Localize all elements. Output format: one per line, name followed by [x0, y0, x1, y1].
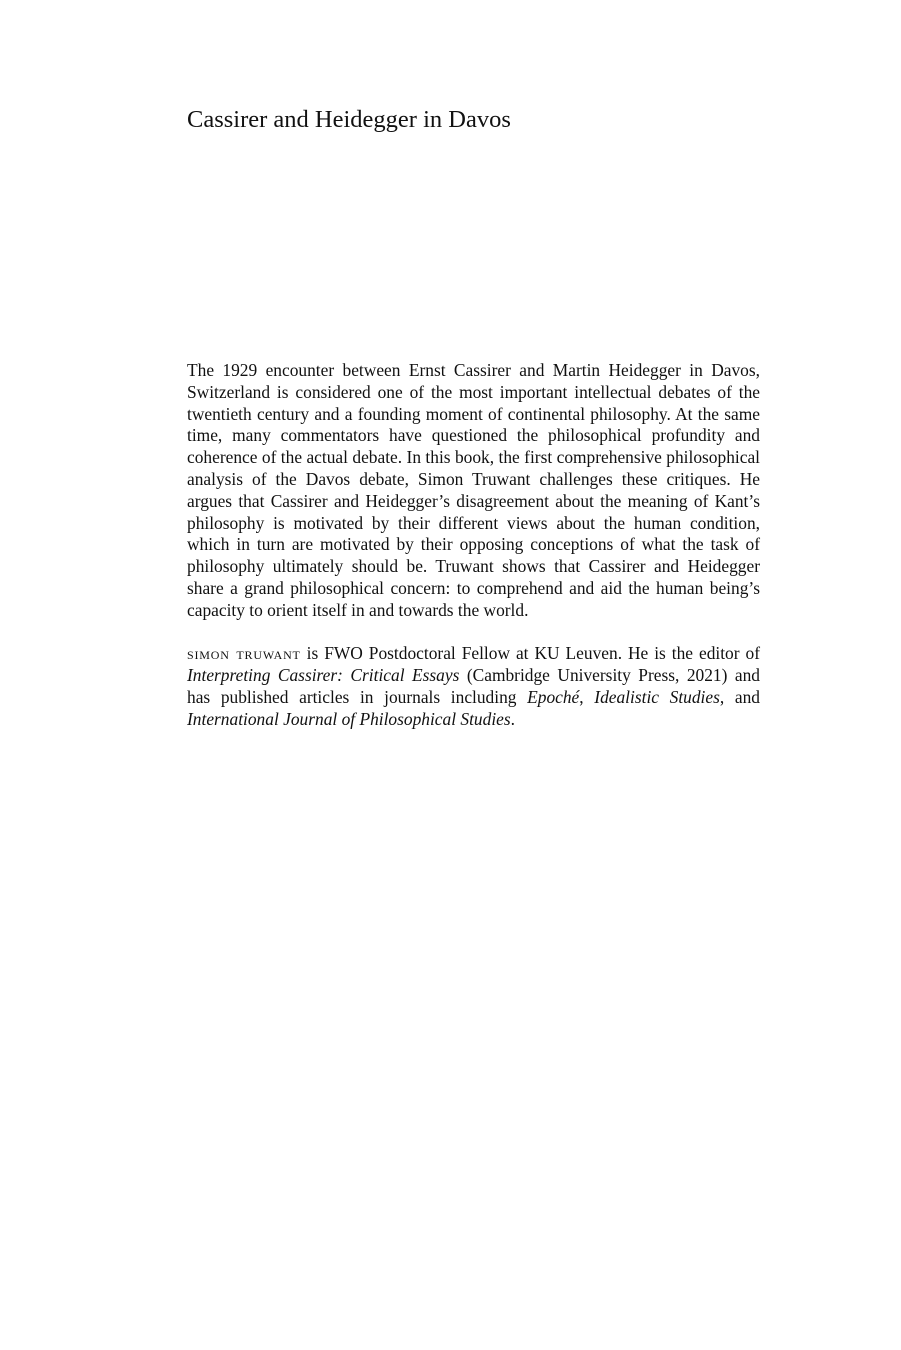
separator: , and — [719, 686, 760, 707]
journal-title: Epoché — [527, 686, 580, 707]
bio-end: . — [510, 708, 515, 729]
journal-title: International Journal of Philosophical Studies — [187, 708, 511, 729]
text-block — [187, 360, 760, 731]
author-name: simon truwant — [187, 643, 301, 664]
book-description: The 1929 encounter between Ernst Cassirer and Martin Heidegger in Davos, Switzerland is considered one of the most important intellectual debates of the twentieth century and a founding moment of continental philosophy. At the same time, many commentators have questioned the philosophical profundity and coherence of the actual debate. In this book, the first comprehensive philosophical analysis of the Davos debate, Simon Truwant challenges these critiques. He argues that Cassirer and Heidegger’s disagreement about the meaning of Kant’s philosophy is motivated by their different views about the human condition, which in turn are motivated by their opposing conceptions of what the task of philosophy ultimately should be. Truwant shows that Cassirer and Heidegger share a grand philosophical concern: to comprehend and aid the human being’s capacity to orient itself in and towards the world. — [187, 360, 760, 620]
author-bio — [187, 643, 760, 730]
journal-title: Idealistic Studies — [594, 686, 720, 707]
edited-book-title: Interpreting Cassirer: Critical Essays — [187, 665, 460, 686]
separator: , — [579, 686, 595, 707]
bio-text: is FWO Postdoctoral Fellow at KU Leuven. He is the editor of — [300, 643, 760, 664]
bio-text: (Cambridge University Press, 2021) and has published articles in journals including — [187, 665, 761, 707]
page-title: Cassirer and Heidegger in Davos — [187, 106, 511, 133]
